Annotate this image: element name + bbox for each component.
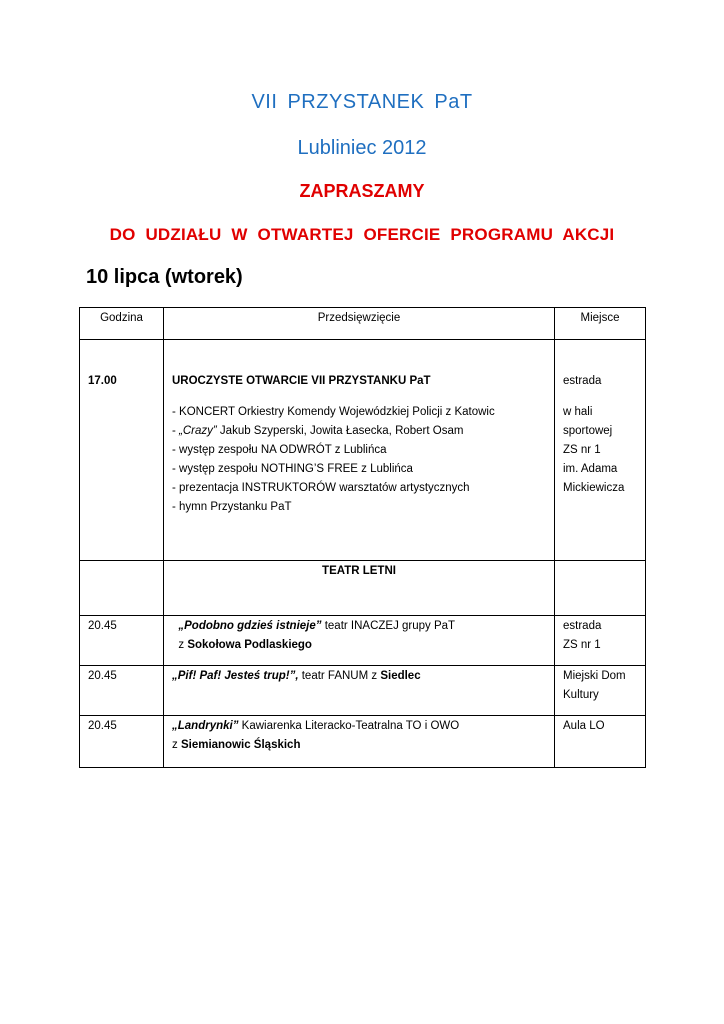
col-header-place: Miejsce — [555, 308, 646, 340]
row-time: 20.45 — [80, 666, 164, 716]
table-row — [80, 666, 646, 716]
list-item: - prezentacja INSTRUKTORÓW warsztatów artystycznych — [172, 482, 470, 494]
event-title: VII PRZYSTANEK PaT — [251, 91, 473, 113]
row-time: 20.45 — [80, 616, 164, 666]
row-time: 20.45 — [80, 716, 164, 768]
event-city-year: Lubliniec 2012 — [297, 137, 427, 159]
row-place: Miejski Dom Kultury — [555, 666, 646, 716]
row-event: „Podobno gdzieś istnieje” teatr INACZEJ grupy PaT z Sokołowa Podlaskiego — [164, 616, 555, 666]
table-header-row — [80, 308, 646, 340]
empty-cell — [555, 561, 646, 616]
list-item: - występ zespołu NA ODWRÓT z Lublińca — [172, 444, 387, 456]
list-item: - występ zespołu NOTHING’S FREE z Lublińca — [172, 463, 413, 475]
table-row — [80, 716, 646, 768]
table-row — [80, 340, 646, 561]
spacer — [172, 391, 546, 403]
row-time: 17.00 — [80, 340, 164, 561]
table-row — [80, 616, 646, 666]
row-place: Aula LO — [555, 716, 646, 768]
list-item: - KONCERT Orkiestry Komendy Wojewódzkiej Policji z Katowic — [172, 406, 495, 418]
invite-heading: ZAPRASZAMY — [299, 181, 425, 201]
row-event: „Landrynki” Kawiarenka Literacko-Teatralna TO i OWO z Siemianowic Śląskich — [164, 716, 555, 768]
invite-subheading: DO UDZIAŁU W OTWARTEJ OFERCIE PROGRAMU AKCJI — [109, 225, 615, 244]
row-event: „Pif! Paf! Jesteś trup!”, teatr FANUM z Siedlec — [164, 666, 555, 716]
section-row — [80, 561, 646, 616]
empty-cell — [80, 561, 164, 616]
row-place: estrada w hali sportowej ZS nr 1 im. Adama Mickiewicza — [555, 340, 646, 561]
list-item: - „Crazy” Jakub Szyperski, Jowita Łasecka, Robert Osam — [172, 425, 464, 437]
opening-title: UROCZYSTE OTWARCIE VII PRZYSTANKU PaT — [172, 375, 431, 387]
col-header-event: Przedsięwzięcie — [164, 308, 555, 340]
program-table — [79, 307, 646, 768]
spacer — [563, 391, 637, 403]
list-item: - hymn Przystanku PaT — [172, 501, 292, 513]
day-heading: 10 lipca (wtorek) — [86, 266, 243, 288]
row-place: estrada ZS nr 1 — [555, 616, 646, 666]
row-event — [164, 340, 555, 561]
section-label: TEATR LETNI — [164, 561, 555, 616]
col-header-time: Godzina — [80, 308, 164, 340]
